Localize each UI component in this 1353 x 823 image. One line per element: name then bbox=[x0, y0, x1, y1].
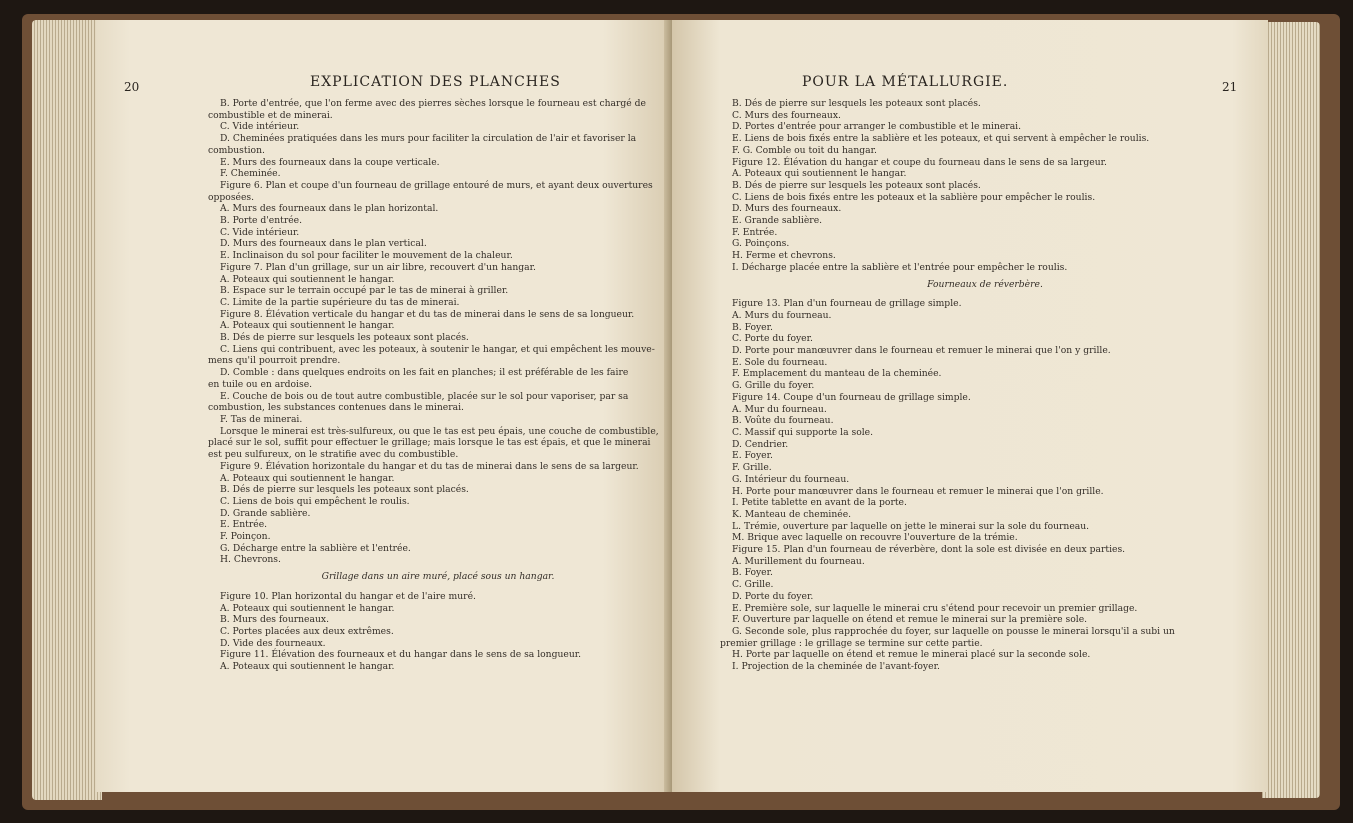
right-page-line: H. Ferme et chevrons. bbox=[732, 250, 836, 262]
right-page-line: B. Voûte du fourneau. bbox=[732, 415, 834, 427]
left-page-line: B. Porte d'entrée. bbox=[220, 215, 303, 227]
left-page-line: D. Murs des fourneaux dans le plan vertical. bbox=[220, 238, 427, 250]
page-edges-left bbox=[32, 20, 102, 800]
left-page-line: Figure 11. Élévation des fourneaux et du hangar dans le sens de sa longueur. bbox=[220, 649, 582, 661]
right-page-line: Figure 13. Plan d'un fourneau de grillage simple. bbox=[732, 298, 962, 310]
right-page-line: Fourneaux de réverbère. bbox=[927, 278, 1043, 290]
left-page-line: F. Cheminée. bbox=[220, 168, 281, 180]
right-page-line: H. Porte pour manœuvrer dans le fourneau et remuer le minerai que l'on grille. bbox=[732, 485, 1104, 497]
right-page-line: I. Décharge placée entre la sablière et l'entrée pour empêcher le roulis. bbox=[732, 261, 1068, 273]
left-page-line: Grillage dans un aire muré, placé sous un hangar. bbox=[321, 571, 555, 583]
left-page-line: G. Décharge entre la sablière et l'entrée. bbox=[220, 542, 411, 554]
right-page-line: Figure 15. Plan d'un fourneau de réverbère, dont la sole est divisée en deux parties. bbox=[732, 544, 1126, 556]
right-page-line: D. Portes d'entrée pour arranger le combustible et le minerai. bbox=[732, 121, 1022, 133]
right-page-line: B. Dés de pierre sur lesquels les poteaux sont placés. bbox=[732, 179, 981, 191]
left-running-head: EXPLICATION DES PLANCHES bbox=[310, 74, 561, 90]
left-page-text bbox=[208, 98, 668, 673]
left-page-line: C. Vide intérieur. bbox=[220, 121, 300, 133]
left-page-line: E. Murs des fourneaux dans la coupe verticale. bbox=[220, 156, 440, 168]
left-page-line: C. Portes placées aux deux extrêmes. bbox=[220, 625, 394, 637]
right-page bbox=[672, 20, 1268, 792]
right-page-line: L. Trémie, ouverture par laquelle on jette le minerai sur la sole du fourneau. bbox=[732, 520, 1090, 532]
right-page-line: G. Grille du foyer. bbox=[732, 380, 815, 392]
right-page-line: A. Poteaux qui soutiennent le hangar. bbox=[732, 168, 907, 180]
left-page-line: E. Inclinaison du sol pour faciliter le mouvement de la chaleur. bbox=[220, 250, 513, 262]
right-page-line: Figure 12. Élévation du hangar et coupe du fourneau dans le sens de sa largeur. bbox=[732, 156, 1107, 168]
left-page-line: Figure 9. Élévation horizontale du hangar et du tas de minerai dans le sens de sa largeur. bbox=[220, 460, 639, 472]
left-page-line: C. Limite de la partie supérieure du tas de minerai. bbox=[220, 296, 460, 308]
left-page-line: F. Poinçon. bbox=[220, 531, 271, 543]
right-page-line: G. Seconde sole, plus rapprochée du foyer, sur laquelle on pousse le minerai lorsqu'il a subi un bbox=[732, 625, 1175, 637]
left-page bbox=[96, 20, 672, 792]
right-page-line: C. Grille. bbox=[732, 579, 774, 591]
left-page-line: Figure 6. Plan et coupe d'un fourneau de grillage entouré de murs, et ayant deux ouvertures bbox=[220, 179, 653, 191]
right-page-line: C. Liens de bois fixés entre les poteaux et la sablière pour empêcher le roulis. bbox=[732, 191, 1096, 203]
right-page-line: H. Porte par laquelle on étend et remue le minerai placé sur la seconde sole. bbox=[732, 649, 1091, 661]
right-page-line: Figure 14. Coupe d'un fourneau de grillage simple. bbox=[732, 391, 971, 403]
left-page-line: E. Couche de bois ou de tout autre combustible, placée sur le sol pour vaporiser, par sa bbox=[220, 390, 629, 402]
right-running-head: POUR LA MÉTALLURGIE. bbox=[802, 74, 1009, 90]
left-page-line: placé sur le sol, suffit pour effectuer le grillage; mais lorsque le tas est épais, et que le minerai bbox=[208, 437, 651, 449]
right-page-line: I. Petite tablette en avant de la porte. bbox=[732, 497, 907, 509]
right-page-line: G. Intérieur du fourneau. bbox=[732, 473, 850, 485]
right-page-line: D. Porte pour manœuvrer dans le fourneau et remuer le minerai que l'on y grille. bbox=[732, 345, 1111, 357]
right-page-line: A. Murs du fourneau. bbox=[732, 309, 832, 321]
right-page-line: B. Foyer. bbox=[732, 567, 773, 579]
right-page-line: I. Projection de la cheminée de l'avant-foyer. bbox=[732, 661, 940, 673]
right-page-line: E. Première sole, sur laquelle le minerai cru s'étend pour recevoir un premier grillage. bbox=[732, 602, 1138, 614]
right-page-line: F. Emplacement du manteau de la cheminée. bbox=[732, 368, 942, 380]
right-page-line: A. Murillement du fourneau. bbox=[732, 555, 865, 567]
left-page-line: A. Poteaux qui soutiennent le hangar. bbox=[220, 472, 395, 484]
right-page-line: F. Ouverture par laquelle on étend et remue le minerai sur la première sole. bbox=[732, 614, 1088, 626]
left-page-line: D. Vide des fourneaux. bbox=[220, 637, 326, 649]
left-page-line: H. Chevrons. bbox=[220, 554, 281, 566]
right-page-line: D. Porte du foyer. bbox=[732, 590, 814, 602]
left-page-line: D. Grande sablière. bbox=[220, 507, 311, 519]
left-page-line: Lorsque le minerai est très-sulfureux, ou que le tas est peu épais, une couche de combustible, bbox=[220, 425, 659, 437]
left-page-line: D. Comble : dans quelques endroits on les fait en planches; il est préférable de les faire bbox=[220, 367, 629, 379]
left-page-line: C. Liens qui contribuent, avec les poteaux, à soutenir le hangar, et qui empêchent les mouve- bbox=[220, 343, 655, 355]
right-page-line: E. Grande sablière. bbox=[732, 215, 823, 227]
right-page-line: E. Liens de bois fixés entre la sablière et les poteaux, et qui servent à empêcher le roulis. bbox=[732, 133, 1150, 145]
right-page-number: 21 bbox=[1222, 80, 1238, 94]
left-page-line: B. Espace sur le terrain occupé par le tas de minerai à griller. bbox=[220, 285, 509, 297]
left-page-line: mens qu'il pourroit prendre. bbox=[208, 355, 341, 367]
left-page-line: est peu sulfureux, on le stratifie avec du combustible. bbox=[208, 449, 459, 461]
right-page-line: K. Manteau de cheminée. bbox=[732, 508, 852, 520]
left-page-line: Figure 7. Plan d'un grillage, sur un air libre, recouvert d'un hangar. bbox=[220, 261, 536, 273]
left-page-line: Figure 10. Plan horizontal du hangar et de l'aire muré. bbox=[220, 590, 476, 602]
left-page-line: B. Dés de pierre sur lesquels les poteaux sont placés. bbox=[220, 484, 469, 496]
right-page-line: C. Murs des fourneaux. bbox=[732, 109, 841, 121]
right-page-line: F. Grille. bbox=[732, 462, 772, 474]
left-page-line: B. Porte d'entrée, que l'on ferme avec des pierres sèches lorsque le fourneau est chargé de bbox=[220, 98, 646, 109]
left-page-line: E. Entrée. bbox=[220, 519, 268, 531]
right-page-line: A. Mur du fourneau. bbox=[732, 403, 827, 415]
left-page-line: combustible et de minerai. bbox=[208, 109, 333, 121]
right-page-line: G. Poinçons. bbox=[732, 238, 790, 250]
right-page-text bbox=[720, 98, 1250, 673]
right-page-line: premier grillage : le grillage se termine sur cette partie. bbox=[720, 637, 983, 649]
left-page-line: C. Vide intérieur. bbox=[220, 226, 300, 238]
left-page-line: A. Murs des fourneaux dans le plan horizontal. bbox=[220, 203, 439, 215]
left-page-line: F. Tas de minerai. bbox=[220, 413, 303, 425]
right-page-line: C. Massif qui supporte la sole. bbox=[732, 426, 874, 438]
right-page-line: F. G. Comble ou toit du hangar. bbox=[732, 144, 877, 156]
page-edges-right bbox=[1262, 22, 1320, 798]
left-page-line: B. Dés de pierre sur lesquels les poteaux sont placés. bbox=[220, 332, 469, 344]
left-page-line: C. Liens de bois qui empêchent le roulis. bbox=[220, 495, 410, 507]
left-page-line: A. Poteaux qui soutiennent le hangar. bbox=[220, 320, 395, 332]
right-page-line: C. Porte du foyer. bbox=[732, 333, 813, 345]
right-page-line: E. Sole du fourneau. bbox=[732, 356, 828, 368]
left-page-line: B. Murs des fourneaux. bbox=[220, 614, 329, 626]
left-page-number: 20 bbox=[124, 80, 140, 94]
right-page-line: E. Foyer. bbox=[732, 450, 773, 462]
left-page-line: combustion, les substances contenues dans le minerai. bbox=[208, 402, 464, 414]
left-page-line: opposées. bbox=[208, 191, 255, 203]
left-page-line: en tuile ou en ardoise. bbox=[208, 378, 313, 390]
left-page-line: combustion. bbox=[208, 144, 265, 156]
left-page-line: A. Poteaux qui soutiennent le hangar. bbox=[220, 602, 395, 614]
left-page-line: Figure 8. Élévation verticale du hangar et du tas de minerai dans le sens de sa longueur. bbox=[220, 308, 635, 320]
left-page-line: A. Poteaux qui soutiennent le hangar. bbox=[220, 661, 395, 673]
right-page-line: M. Brique avec laquelle on recouvre l'ouverture de la trémie. bbox=[732, 532, 1018, 544]
right-page-line: F. Entrée. bbox=[732, 226, 778, 238]
right-page-line: D. Murs des fourneaux. bbox=[732, 203, 842, 215]
right-page-line: B. Dés de pierre sur lesquels les poteaux sont placés. bbox=[732, 98, 981, 109]
right-page-line: B. Foyer. bbox=[732, 321, 773, 333]
right-page-line: D. Cendrier. bbox=[732, 438, 789, 450]
left-page-line: A. Poteaux qui soutiennent le hangar. bbox=[220, 273, 395, 285]
left-page-line: D. Cheminées pratiquées dans les murs pour faciliter la circulation de l'air et favoriser la bbox=[220, 133, 637, 145]
